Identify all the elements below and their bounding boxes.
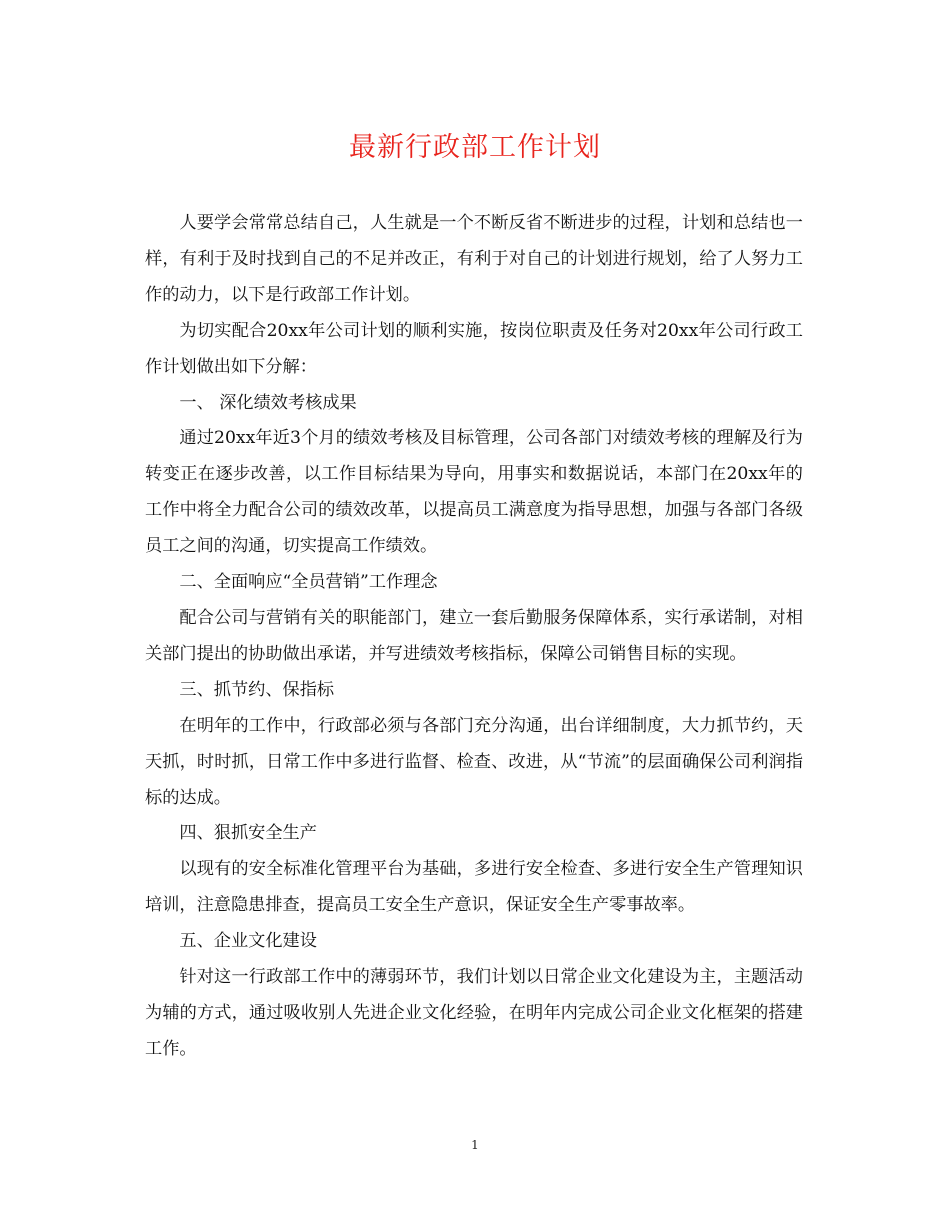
section-heading-2: 二、全面响应“全员营销”工作理念 [179, 572, 438, 593]
section-paragraph-1: 通过20xx年近3个月的绩效考核及目标管理，公司各部门对绩效考核的理解及行为转变正在逐步改善，以工作目标结果为导向，用事实和数据说话，本部门在20xx年的工作中将全力配合公司的绩效改革，以提高员工满意度为指导思想，加强与各部门各级员工之间的沟通，切实提高工作绩效。 [145, 428, 803, 557]
section-heading-5: 五、企业文化建设 [179, 931, 317, 952]
section-paragraph-5: 针对这一行政部工作中的薄弱环节，我们计划以日常企业文化建设为主，主题活动为辅的方式，通过吸收别人先进企业文化经验，在明年内完成公司企业文化框架的搭建工作。 [145, 967, 803, 1059]
section-heading-3: 三、抓节约、保指标 [179, 679, 335, 700]
section-paragraph-2: 配合公司与营销有关的职能部门，建立一套后勤服务保障体系，实行承诺制，对相关部门提出的协助做出承诺，并写进绩效考核指标，保障公司销售目标的实现。 [145, 607, 803, 664]
section-paragraph-3: 在明年的工作中，行政部必须与各部门充分沟通，出台详细制度，大力抓节约，天天抓，时时抓，日常工作中多进行监督、检查、改进，从“节流”的层面确保公司利润指标的达成。 [145, 715, 803, 808]
section-paragraph-4: 以现有的安全标准化管理平台为基础，多进行安全检查、多进行安全生产管理知识培训，注意隐患排查，提高员工安全生产意识，保证安全生产零事故率。 [145, 859, 803, 916]
page-number: 1 [471, 1138, 479, 1152]
section-heading-1: 一、 深化绩效考核成果 [179, 392, 357, 413]
document-title: 最新行政部工作计划 [349, 132, 601, 163]
document-body [145, 206, 803, 1068]
intro-paragraph: 人要学会常常总结自己，人生就是一个不断反省不断进步的过程，计划和总结也一样，有利于及时找到自己的不足并改正，有利于对自己的计划进行规划，给了人努力工作的动力，以下是行政部工作计划。 [145, 213, 803, 305]
section-heading-4: 四、狠抓安全生产 [179, 823, 317, 844]
plan-overview-paragraph: 为切实配合20xx年公司计划的顺利实施，按岗位职责及任务对20xx年公司行政工作计划做出如下分解： [145, 320, 803, 377]
